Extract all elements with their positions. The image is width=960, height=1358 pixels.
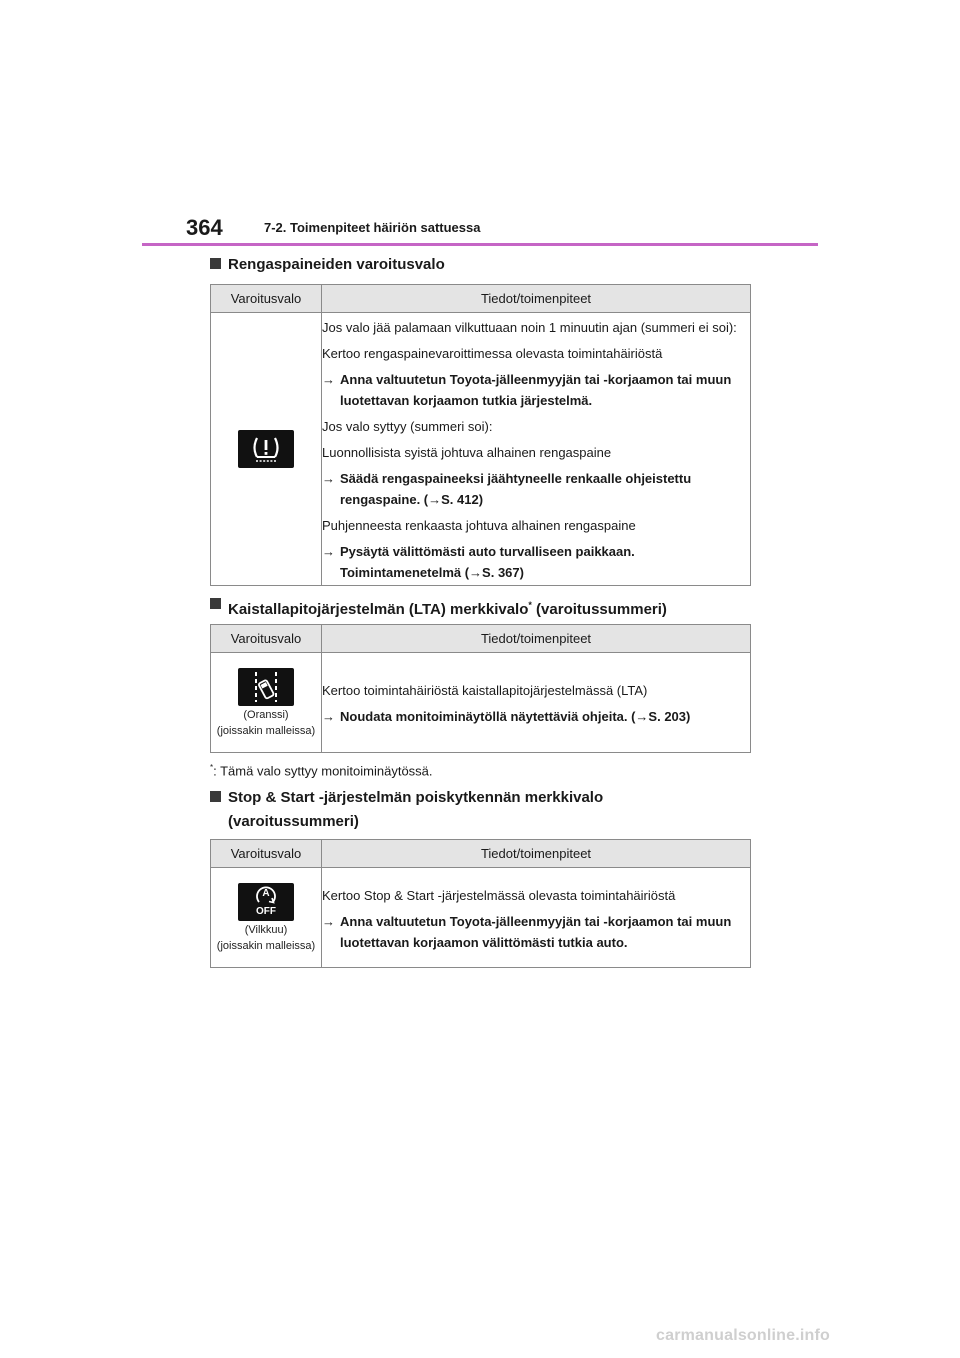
info-text: Luonnollisista syistä johtuva alhainen rengaspaine — [322, 445, 612, 460]
stop-start-off-icon — [238, 883, 294, 921]
column-header-info: Tiedot/toimenpiteet — [322, 625, 751, 653]
icon-cell — [211, 653, 322, 753]
section-title-lta: Kaistallapitojärjestelmän (LTA) merkkivalo* (varoitussummeri) — [210, 593, 667, 622]
off-label: OFF — [256, 906, 276, 917]
arrow-icon: → — [322, 544, 335, 559]
info-text: Jos valo jää palamaan vilkuttuaan noin 1 minuutin ajan (summeri ei soi): — [322, 320, 737, 335]
table-row — [211, 868, 751, 968]
action-text: → Anna valtuutetun Toyota-jälleenmyyjän tai -korjaamon tai muun luotettavan korjaamon tutkia järjestelmä. — [322, 369, 750, 411]
page-number: 364 — [186, 215, 223, 240]
square-bullet-icon — [210, 258, 221, 269]
column-header-warning-light: Varoitusvalo — [211, 840, 322, 868]
blink-caption: (Vilkkuu) — [244, 924, 288, 936]
page-header — [186, 212, 786, 244]
arrow-icon: → — [322, 709, 335, 724]
section-title-stop-start: Stop & Start -järjestelmän poiskytkennän merkkivalo (varoitussummeri) — [210, 786, 688, 834]
table-row — [211, 313, 751, 586]
column-header-warning-light: Varoitusvalo — [211, 625, 322, 653]
table-header-row — [211, 285, 751, 313]
info-text: Kertoo Stop & Start -järjestelmässä olevasta toimintahäiriöstä — [322, 887, 676, 903]
column-header-warning-light: Varoitusvalo — [211, 285, 322, 313]
arrow-icon: → — [322, 372, 335, 387]
icon-cell — [211, 868, 322, 968]
info-text: Puhjenneesta renkaasta johtuva alhainen rengaspaine — [322, 518, 636, 533]
info-text: Jos valo syttyy (summeri soi): — [322, 419, 493, 434]
footnote: *: Tämä valo syttyy monitoiminäytössä. — [210, 763, 433, 779]
action-text: → Pysäytä välittömästi auto turvalliseen paikkaan. Toimintamenetelmä (→S. 367) — [322, 541, 750, 583]
info-cell — [322, 313, 751, 586]
chapter-title: 7-2. Toimenpiteet häiriön sattuessa — [264, 220, 481, 235]
square-bullet-icon — [210, 598, 221, 609]
model-note-caption: (joissakin malleissa) — [216, 725, 316, 737]
lta-table — [210, 624, 751, 753]
table-header-row — [211, 625, 751, 653]
info-text: Kertoo rengaspainevaroittimessa olevasta toimintahäiriöstä — [322, 346, 663, 361]
arrow-icon: → — [322, 913, 335, 929]
table-row — [211, 653, 751, 753]
info-cell — [322, 653, 751, 753]
action-text: → Anna valtuutetun Toyota-jälleenmyyjän tai -korjaamon tai muun luotettavan korjaamon välittömästi tutkia auto. — [322, 911, 750, 953]
column-header-info: Tiedot/toimenpiteet — [322, 285, 751, 313]
icon-cell — [211, 313, 322, 586]
light-color-caption: (Oranssi) — [243, 709, 289, 721]
model-note-caption: (joissakin malleissa) — [216, 940, 316, 952]
tire-pressure-table — [210, 284, 751, 586]
info-text: Kertoo toimintahäiriöstä kaistallapitojärjestelmässä (LTA) — [322, 683, 648, 698]
info-cell — [322, 868, 751, 968]
square-bullet-icon — [210, 791, 221, 802]
stop-start-letter: A — [262, 888, 270, 899]
section-title-tire-pressure: Rengaspaineiden varoitusvalo — [210, 253, 445, 277]
action-text: → Noudata monitoiminäytöllä näytettäviä ohjeita. (→S. 203) — [322, 706, 750, 727]
lane-tracing-assist-icon — [238, 668, 294, 706]
column-header-info: Tiedot/toimenpiteet — [322, 840, 751, 868]
stop-start-table — [210, 839, 751, 968]
action-text: → Säädä rengaspaineeksi jäähtyneelle renkaalle ohjeistettu rengaspaine. (→S. 412) — [322, 468, 750, 510]
header-divider — [142, 243, 818, 246]
watermark: carmanualsonline.info — [656, 1327, 831, 1344]
table-header-row — [211, 840, 751, 868]
arrow-icon: → — [322, 471, 335, 486]
tire-pressure-warning-icon — [238, 430, 294, 468]
